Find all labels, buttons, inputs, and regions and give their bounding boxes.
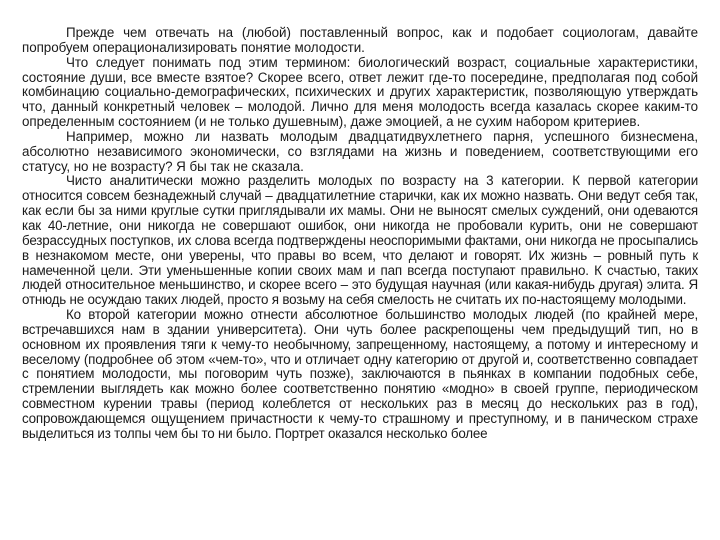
paragraph-example: Например, можно ли назвать молодым двадцатидвухлетнего парня, успешного бизнесмена, абсолютно независимого экономически, со взглядами на жизнь и поведением, соответствующими его статусу, но не возрасту? Я бы так не сказала.: [22, 128, 698, 174]
document-page: [22, 26, 698, 442]
paragraph-intro: Прежде чем отвечать на (любой) поставленный вопрос, как и подобает социологам, давайте попробуем операционализировать понятие молодости.: [22, 25, 698, 55]
paragraph-second-category: Ко второй категории можно отнести абсолютное большинство молодых людей (по крайней мере, встречавшихся нам в здании университета). Они чуть более раскрепощены чем предыдущий тип, но в основном их проявления тяги к чему-то необычному, запрещенному, настоящему, а потому и интересному и веселому (подробнее об этом «чем-то», что и отличает одну категорию от другой и, соответственно совпадает с понятием молодости, мы поговорим чуть позже), заключаются в пьянках в компании подобных себе, стремлении выглядеть как можно более соответственно понятию «модно» в своей группе, периодическом совместном курении травы (период колеблется от нескольких раз в месяц до нескольких раз в год), сопровождающемся ощущением причастности к чему-то страшному и преступному, и в паническом страхе выделиться из толпы чем бы то ни было. Портрет оказался несколько более: [22, 307, 698, 441]
paragraph-definition: Что следует понимать под этим термином: биологический возраст, социальные характеристики, состояние души, все вместе взятое? Скорее всего, ответ лежит где-то посередине, предполагая под собой комбинацию социально-демографических, психических и других характеристик, позволяющую утверждать что, данный конкретный человек – молодой. Лично для меня молодость всегда казалась скорее каким-то определенным состоянием (и не только душевным), даже эмоцией, а не сухим набором критериев.: [22, 54, 698, 130]
paragraph-first-category: Чисто аналитически можно разделить молодых по возрасту на 3 категории. К первой категории относится совсем безнадежный случай – двадцатилетние старички, как их можно назвать. Они ведут себя так, как если бы за ними круглые сутки приглядывали их мамы. Они не выносят смелых суждений, они одеваются как 40-летние, они никогда не совершают ошибок, они никогда не пробовали курить, они не совершают безрассудных поступков, их слова всегда подтверждены неоспоримыми фактами, они никогда не просыпались в незнакомом месте, они уверены, что правы во всем, что делают и говорят. Их жизнь – ровный путь к намеченной цели. Эти уменьшенные копии своих мам и пап всегда поступают правильно. К счастью, таких людей относительное меньшинство, и скорее всего – это будущая научная (или какая-нибудь другая) элита. Я отнюдь не осуждаю таких людей, просто я возьму на себя смелость не считать их по-настоящему молодыми.: [22, 173, 698, 308]
